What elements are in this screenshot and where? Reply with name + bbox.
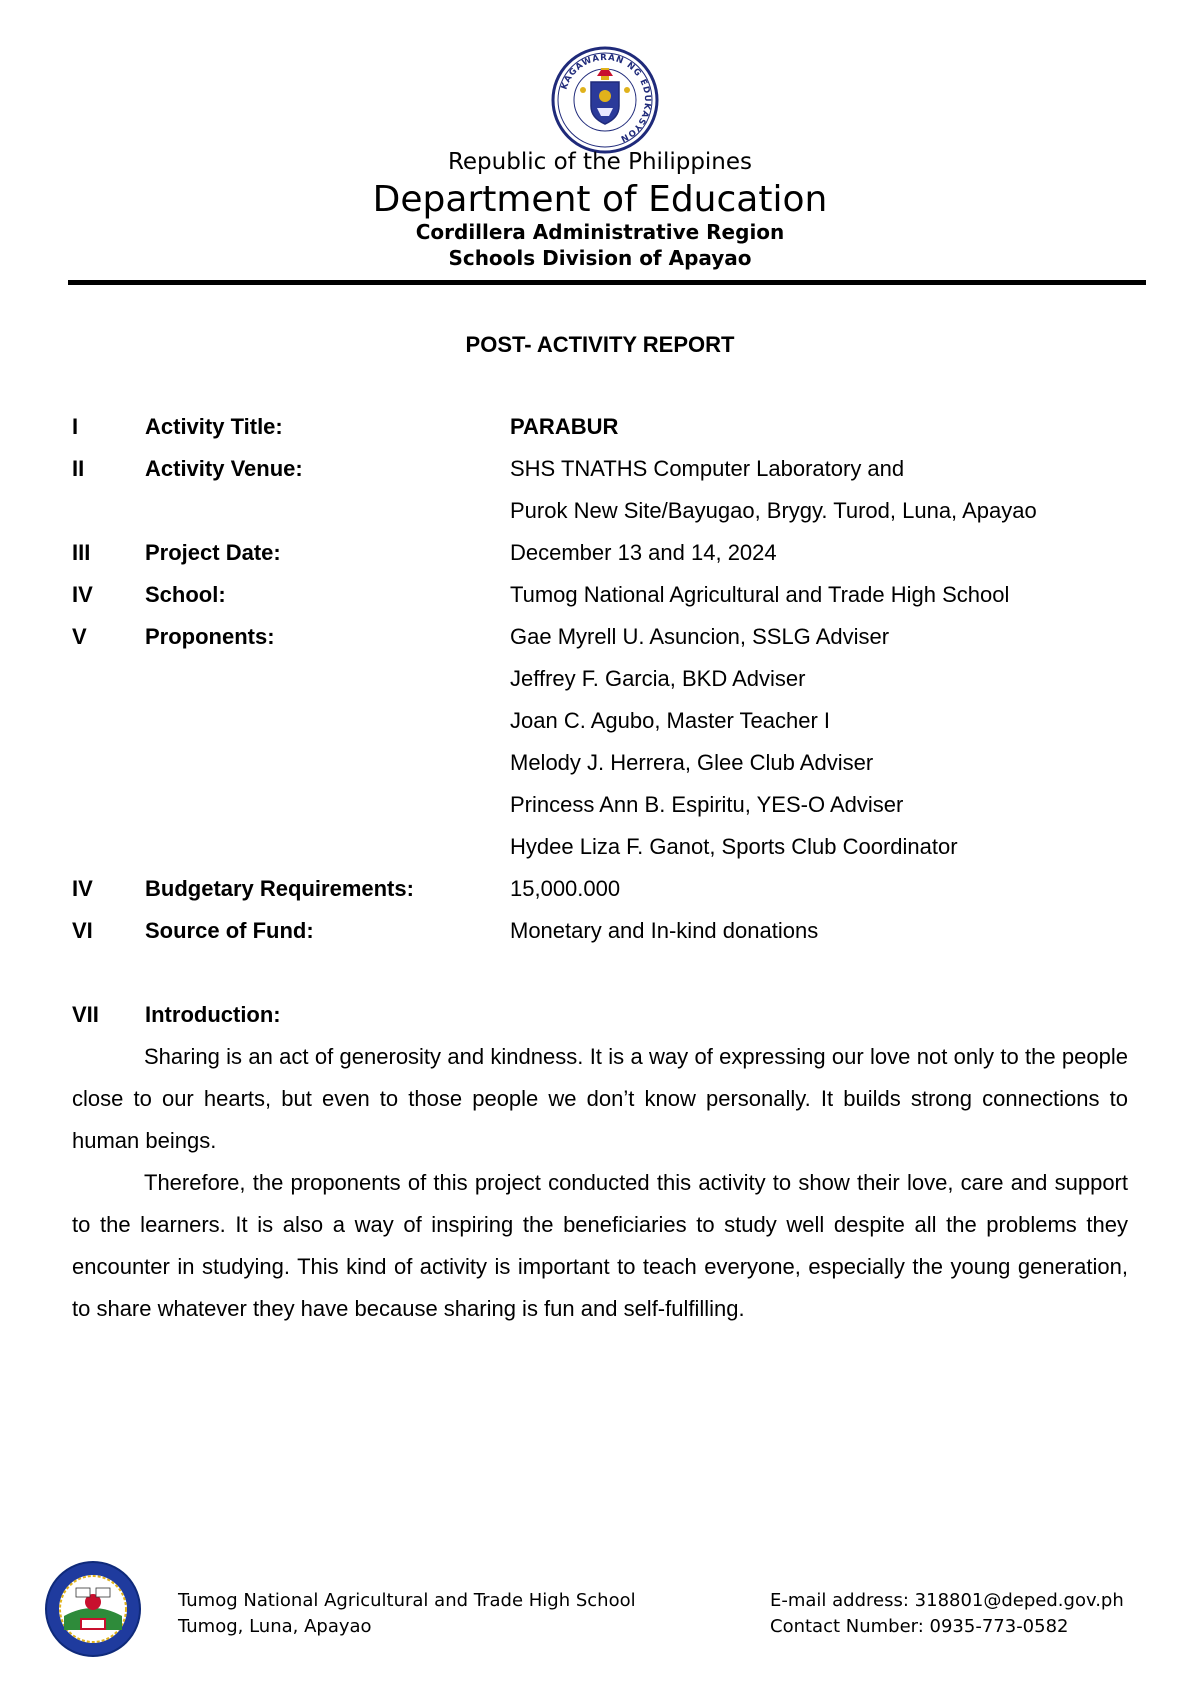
report-item-proponent-row <box>0 790 1200 820</box>
item-number: V <box>72 624 87 649</box>
proponent-name: Princess Ann B. Espiritu, YES-O Adviser <box>510 792 904 817</box>
item-value: PARABUR <box>510 414 619 439</box>
item-label: Project Date: <box>145 540 281 565</box>
report-item-proponent-row <box>0 832 1200 862</box>
footer-school-address: Tumog, Luna, Apayao <box>178 1616 372 1637</box>
proponent-name: Jeffrey F. Garcia, BKD Adviser <box>510 666 806 691</box>
item-value: 15,000.000 <box>510 876 621 901</box>
item-value: SHS TNATHS Computer Laboratory and <box>510 456 905 481</box>
intro-paragraph-1: Sharing is an act of generosity and kindness. It is a way of expressing our love not only to the people close to our hearts, but even to those people we don’t know personally. It builds strong connections to human beings. <box>72 1044 1128 1153</box>
report-item-activity-venue-cont <box>0 496 1200 526</box>
report-item-introduction <box>0 1000 1200 1030</box>
item-value: Monetary and In-kind donations <box>510 918 819 943</box>
header-divider <box>68 280 1146 285</box>
item-number: VII <box>72 1002 99 1027</box>
proponent-name: Melody J. Herrera, Glee Club Adviser <box>510 750 874 775</box>
proponent-name: Hydee Liza F. Ganot, Sports Club Coordinator <box>510 834 958 859</box>
header-department: Department of Education <box>372 179 828 220</box>
item-number: VI <box>72 918 93 943</box>
item-label: School: <box>145 582 226 607</box>
report-item-proponent-row <box>0 748 1200 778</box>
report-item-source-of-fund <box>0 916 1200 946</box>
school-seal-logo <box>44 1560 142 1658</box>
report-item-project-date <box>0 538 1200 568</box>
svg-text:KAGAWARAN NG EDUKASYON: KAGAWARAN NG EDUKASYON <box>559 52 653 144</box>
intro-paragraph-2: Therefore, the proponents of this project conducted this activity to show their love, care and support to the learners. It is also a way of inspiring the beneficiaries to study well despite all the problems they encounter in studying. This kind of activity is important to teach everyone, especially the young generation, to share whatever they have because sharing is fun and self-fulfilling. <box>72 1170 1128 1321</box>
deped-seal-logo <box>551 46 659 154</box>
report-title: POST- ACTIVITY REPORT <box>465 332 735 357</box>
report-item-activity-venue <box>0 454 1200 484</box>
item-label: Activity Venue: <box>145 456 303 481</box>
item-value: Tumog National Agricultural and Trade High School <box>510 582 1010 607</box>
item-label: Budgetary Requirements: <box>145 876 414 901</box>
report-item-school <box>0 580 1200 610</box>
item-value: Purok New Site/Bayugao, Brygy. Turod, Luna, Apayao <box>510 498 1037 523</box>
header-republic: Republic of the Philippines <box>447 149 753 175</box>
report-item-proponent-row <box>0 664 1200 694</box>
item-label: Activity Title: <box>145 414 283 439</box>
footer-school-name: Tumog National Agricultural and Trade High School <box>178 1590 636 1611</box>
item-value: December 13 and 14, 2024 <box>510 540 777 565</box>
item-number: IV <box>72 582 93 607</box>
header-region: Cordillera Administrative Region <box>415 220 785 244</box>
proponent-name: Gae Myrell U. Asuncion, SSLG Adviser <box>510 624 890 649</box>
proponent-name: Joan C. Agubo, Master Teacher I <box>510 708 830 733</box>
item-number: II <box>72 456 85 481</box>
item-label: Introduction: <box>145 1002 281 1027</box>
report-item-budget <box>0 874 1200 904</box>
report-item-proponent-row <box>0 706 1200 736</box>
footer-email: E-mail address: 318801@deped.gov.ph <box>770 1590 1124 1611</box>
item-number: IV <box>72 876 93 901</box>
item-label: Source of Fund: <box>145 918 314 943</box>
header-division: Schools Division of Apayao <box>448 246 752 270</box>
item-number: I <box>72 414 79 439</box>
footer-contact: Contact Number: 0935-773-0582 <box>770 1616 1069 1637</box>
item-number: III <box>72 540 91 565</box>
report-item-proponents <box>0 622 1200 652</box>
report-item-activity-title <box>0 412 1200 442</box>
item-label: Proponents: <box>145 624 275 649</box>
